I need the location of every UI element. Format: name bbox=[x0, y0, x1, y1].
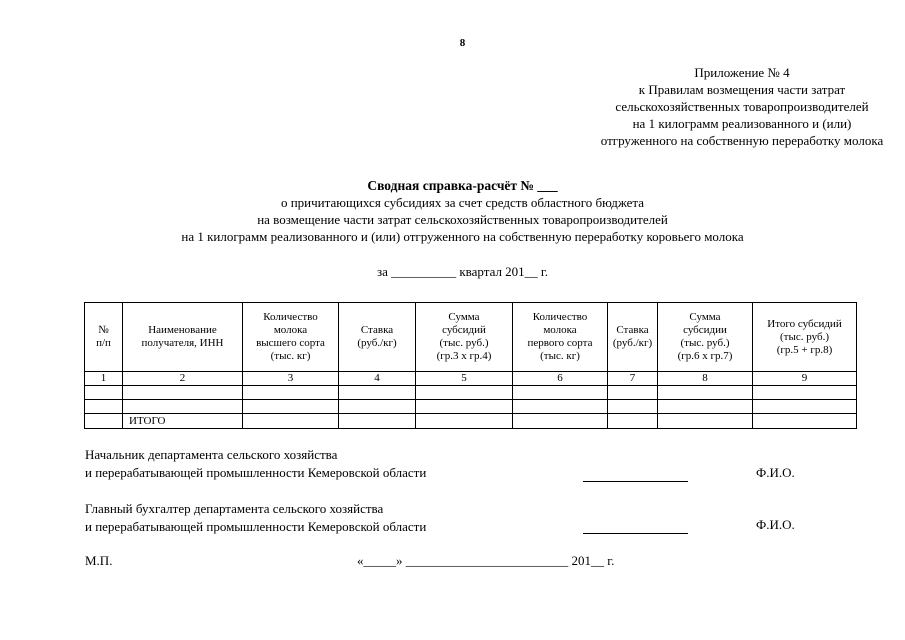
signature-title-line: Главный бухгалтер департамента сельского хозяйства bbox=[85, 501, 384, 516]
signature-line[interactable] bbox=[583, 481, 688, 482]
column-number: 5 bbox=[416, 372, 513, 386]
stamp-label: М.П. bbox=[85, 553, 113, 568]
header-cell: Сумма субсидий (тыс. руб.) (гр.3 х гр.4) bbox=[416, 303, 513, 372]
column-number: 3 bbox=[243, 372, 339, 386]
signature-block-accountant bbox=[85, 500, 426, 536]
column-number: 2 bbox=[123, 372, 243, 386]
fio-label: Ф.И.О. bbox=[756, 517, 795, 532]
header-cell: Сумма субсидии (тыс. руб.) (гр.6 х гр.7) bbox=[658, 303, 753, 372]
subtitle-line: на возмещение части затрат сельскохозяйственных товаропроизводителей bbox=[257, 212, 668, 227]
appendix-line: отгруженного на собственную переработку молока bbox=[600, 133, 884, 148]
subtitle-line: о причитающихся субсидиях за счет средств областного бюджета bbox=[280, 195, 645, 210]
period-line: за __________ квартал 201__ г. bbox=[376, 264, 549, 279]
column-number: 4 bbox=[339, 372, 416, 386]
header-cell: Ставка (руб./кг) bbox=[339, 303, 416, 372]
appendix-line: к Правилам возмещения части затрат bbox=[638, 82, 846, 97]
document-subtitle bbox=[0, 194, 905, 245]
signature-line[interactable] bbox=[583, 533, 688, 534]
column-number: 8 bbox=[658, 372, 753, 386]
column-number-row bbox=[85, 372, 857, 386]
table-row bbox=[85, 400, 857, 414]
signature-title-line: и перерабатывающей промышленности Кемеровской области bbox=[85, 465, 427, 480]
document-title: Сводная справка-расчёт № ___ bbox=[367, 178, 558, 193]
table-header-row bbox=[85, 303, 857, 372]
header-cell: Ставка (руб./кг) bbox=[608, 303, 658, 372]
header-cell: Количество молока высшего сорта (тыс. кг) bbox=[243, 303, 339, 372]
date-line[interactable]: «_____» _________________________ 201__ г. bbox=[357, 553, 615, 568]
page-number: 8 bbox=[459, 37, 466, 49]
header-cell: Наименование получателя, ИНН bbox=[123, 303, 243, 372]
appendix-line: сельскохозяйственных товаропроизводителей bbox=[615, 99, 869, 114]
appendix-line: Приложение № 4 bbox=[694, 65, 790, 80]
signature-block-head bbox=[85, 446, 426, 482]
signature-title-line: Начальник департамента сельского хозяйства bbox=[85, 447, 338, 462]
signature-title-line: и перерабатывающей промышленности Кемеровской области bbox=[85, 519, 427, 534]
total-label: ИТОГО bbox=[123, 414, 243, 429]
column-number: 7 bbox=[608, 372, 658, 386]
column-number: 1 bbox=[85, 372, 123, 386]
header-cell: Итого субсидий (тыс. руб.) (гр.5 + гр.8) bbox=[753, 303, 857, 372]
subsidy-table bbox=[84, 302, 857, 429]
table-row bbox=[85, 386, 857, 400]
column-number: 9 bbox=[753, 372, 857, 386]
column-number: 6 bbox=[513, 372, 608, 386]
header-cell: № п/п bbox=[85, 303, 123, 372]
total-row bbox=[85, 414, 857, 429]
header-cell: Количество молока первого сорта (тыс. кг) bbox=[513, 303, 608, 372]
appendix-line: на 1 килограмм реализованного и (или) bbox=[632, 116, 852, 131]
fio-label: Ф.И.О. bbox=[756, 465, 795, 480]
appendix-block bbox=[500, 64, 905, 149]
subtitle-line: на 1 килограмм реализованного и (или) отгруженного на собственную переработку коровьего молока bbox=[181, 229, 744, 244]
